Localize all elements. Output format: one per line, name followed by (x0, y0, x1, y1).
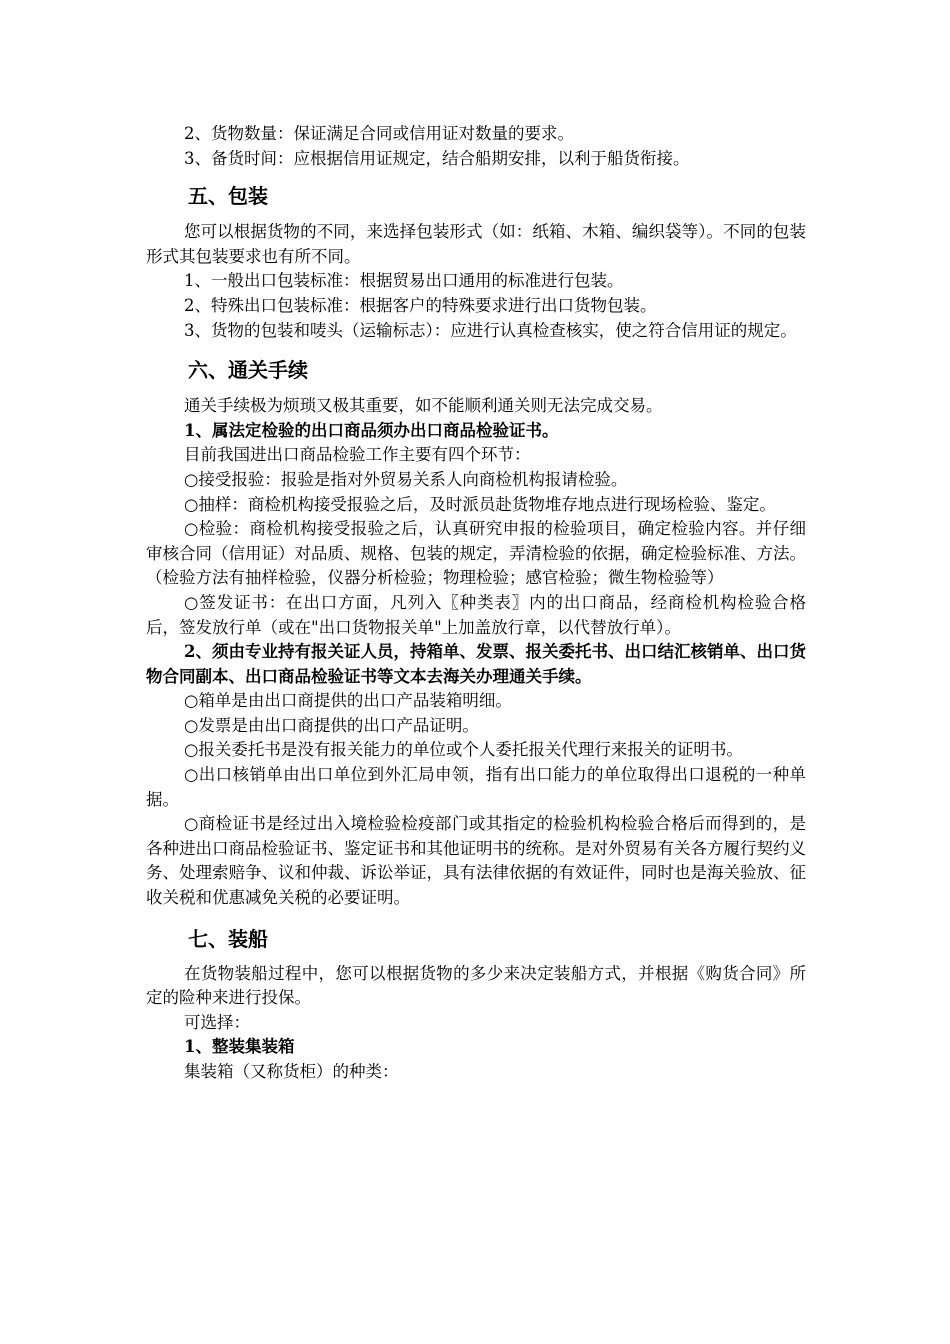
list-item: ○发票是由出口商提供的出口产品证明。 (184, 715, 479, 735)
list-item: ○签发证书：在出口方面，凡列入〖种类表〗内的出口商品，经商检机构检验合格后，签发放行单（或在"出口货物报关单"上加盖放行章，以代替放行单）。 (146, 592, 806, 637)
paragraph: 3、货物的包装和唛头（运输标志）：应进行认真检查核实，使之符合信用证的规定。 (184, 320, 797, 340)
list-item: ○商检证书是经过出入境检验检疫部门或其指定的检验机构检验合格后而得到的，是各种进出口商品检验证书、鉴定证书和其他证明书的统称。是对外贸易有关各方履行契约义务、处理索赔争、议和仲裁、诉讼举证，具有法律依据的有效证件，同时也是海关验放、征收关税和优惠减免关税的必要证明。 (146, 814, 806, 908)
paragraph: 2、特殊出口包装标准：根据客户的特殊要求进行出口货物包装。 (184, 295, 657, 315)
paragraph: 3、备货时间：应根据信用证规定，结合船期安排，以利于船货衔接。 (184, 148, 690, 168)
paragraph: 2、货物数量：保证满足合同或信用证对数量的要求。 (184, 124, 574, 143)
list-item: ○检验：商检机构接受报验之后，认真研究申报的检验项目，确定检验内容。并仔细审核合同（信用证）对品质、规格、包装的规定，弄清检验的依据，确定检验标准、方法。（检验方法有抽样检验，仪器分析检验；物理检验；感官检验；微生物检验等） (146, 519, 806, 588)
section-heading: 五、包装 (188, 184, 268, 209)
list-item: ○箱单是由出口商提供的出口产品装箱明细。 (184, 691, 512, 711)
list-item: ○报关委托书是没有报关能力的单位或个人委托报关代理行来报关的证明书。 (184, 740, 743, 760)
paragraph: 通关手续极为烦琐又极其重要，如不能顺利通关则无法完成交易。 (184, 396, 663, 416)
list-item: ○抽样：商检机构接受报验之后，及时派员赴货物堆存地点进行现场检验、鉴定。 (184, 494, 776, 514)
section-heading: 七、装船 (188, 926, 268, 951)
paragraph: 在货物装船过程中，您可以根据货物的多少来决定装船方式，并根据《购货合同》所定的险种来进行投保。 (146, 963, 806, 1008)
document-page (146, 122, 806, 1085)
list-item: ○出口核销单由出口单位到外汇局申领，指有出口能力的单位取得出口退税的一种单据。 (146, 765, 806, 809)
paragraph: 1、一般出口包装标准：根据贸易出口通用的标准进行包装。 (184, 271, 624, 291)
paragraph: 集装箱（又称货柜）的种类： (184, 1062, 399, 1081)
list-item: ○接受报验：报验是指对外贸易关系人向商检机构报请检验。 (184, 469, 628, 489)
section-heading: 六、通关手续 (188, 358, 308, 383)
paragraph: 您可以根据货物的不同，来选择包装形式（如：纸箱、木箱、编织袋等）。不同的包装形式其包装要求也有所不同。 (146, 222, 806, 266)
bold-paragraph: 1、属法定检验的出口商品须办出口商品检验证书。 (184, 420, 559, 440)
paragraph: 目前我国进出口商品检验工作主要有四个环节： (184, 445, 531, 465)
paragraph: 可选择： (184, 1012, 250, 1032)
bold-paragraph: 1、整装集装箱 (184, 1037, 295, 1057)
bold-paragraph: 2、须由专业持有报关证人员，持箱单、发票、报关委托书、出口结汇核销单、出口货物合同副本、出口商品检验证书等文本去海关办理通关手续。 (146, 642, 806, 686)
